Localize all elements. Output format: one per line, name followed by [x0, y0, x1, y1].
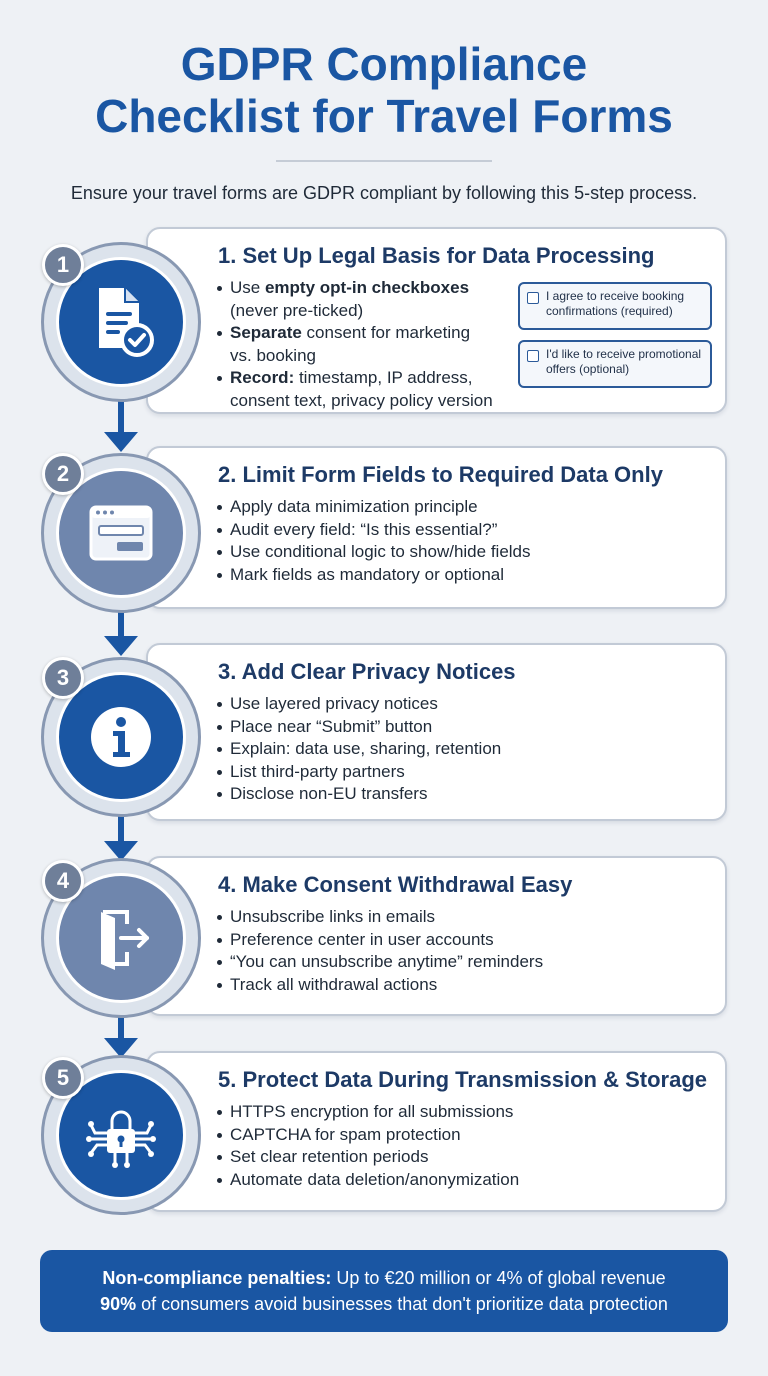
- arrow-2-3: [104, 636, 138, 656]
- step-card-1: [146, 227, 727, 414]
- step-bullets: [230, 1101, 519, 1191]
- step-number-badge: 1: [42, 244, 84, 286]
- bullet-item: Record: timestamp, IP address, consent text, privacy policy version: [230, 367, 493, 412]
- bullet-item: List third-party partners: [230, 761, 501, 784]
- bullet-item: Place near “Submit” button: [230, 716, 501, 739]
- step-bullets: [230, 496, 531, 586]
- step-title: 1. Set Up Legal Basis for Data Processing: [218, 243, 655, 268]
- title-line-2: Checklist for Travel Forms: [95, 90, 673, 142]
- consumer-stat-line: 90% of consumers avoid businesses that don't prioritize data protection: [100, 1294, 668, 1314]
- bullet-item: Preference center in user accounts: [230, 929, 543, 952]
- penalty-line: Non-compliance penalties: Up to €20 million or 4% of global revenue: [102, 1268, 666, 1288]
- penalty-banner: [40, 1250, 728, 1332]
- bullet-item: Separate consent for marketing vs. booking: [230, 322, 493, 367]
- bullet-item: Apply data minimization principle: [230, 496, 531, 519]
- step-title: 2. Limit Form Fields to Required Data Only: [218, 462, 663, 487]
- title-divider: [276, 160, 492, 162]
- step-title: 5. Protect Data During Transmission & Storage: [218, 1067, 708, 1092]
- info-icon: [81, 697, 161, 777]
- marketing-consent-checkbox[interactable]: [518, 340, 712, 388]
- step-bullets: [230, 693, 501, 806]
- step-bullets: [230, 906, 543, 996]
- form-window-icon: [81, 493, 161, 573]
- bullet-item: CAPTCHA for spam protection: [230, 1124, 519, 1147]
- bullet-item: Use empty opt-in checkboxes (never pre-ticked): [230, 277, 493, 322]
- bullet-item: Set clear retention periods: [230, 1146, 519, 1169]
- bullet-item: Track all withdrawal actions: [230, 974, 543, 997]
- step-card-4: [146, 856, 727, 1016]
- bullet-item: Use layered privacy notices: [230, 693, 501, 716]
- bullet-item: Automate data deletion/anonymization: [230, 1169, 519, 1192]
- step-number-badge: 4: [42, 860, 84, 902]
- step-card-2: [146, 446, 727, 609]
- checkbox-label: I agree to receive booking confirmations (required): [546, 289, 685, 318]
- bullet-item: Audit every field: “Is this essential?”: [230, 519, 531, 542]
- step-number-badge: 2: [42, 453, 84, 495]
- intro-text: Ensure your travel forms are GDPR compliant by following this 5-step process.: [70, 183, 698, 203]
- bullet-item: Use conditional logic to show/hide fields: [230, 541, 531, 564]
- title-line-1: GDPR Compliance: [180, 38, 588, 90]
- circuit-lock-icon: [79, 1093, 163, 1177]
- bullet-item: Disclose non-EU transfers: [230, 783, 501, 806]
- step-number-badge: 5: [42, 1057, 84, 1099]
- arrow-1-2: [104, 432, 138, 452]
- exit-door-icon: [81, 898, 161, 978]
- step-card-3: [146, 643, 727, 821]
- step-card-5: [146, 1051, 727, 1212]
- document-check-icon: [81, 282, 161, 362]
- booking-consent-checkbox[interactable]: [518, 282, 712, 330]
- checkbox-label: I'd like to receive promotional offers (optional): [546, 347, 702, 376]
- checkbox-square[interactable]: [527, 350, 539, 362]
- bullet-item: “You can unsubscribe anytime” reminders: [230, 951, 543, 974]
- checkbox-square[interactable]: [527, 292, 539, 304]
- bullet-item: Mark fields as mandatory or optional: [230, 564, 531, 587]
- page-title: [0, 38, 768, 142]
- step-title: 4. Make Consent Withdrawal Easy: [218, 872, 573, 897]
- step-bullets: [230, 277, 493, 412]
- bullet-item: HTTPS encryption for all submissions: [230, 1101, 519, 1124]
- step-number-badge: 3: [42, 657, 84, 699]
- bullet-item: Explain: data use, sharing, retention: [230, 738, 501, 761]
- step-title: 3. Add Clear Privacy Notices: [218, 659, 516, 684]
- bullet-item: Unsubscribe links in emails: [230, 906, 543, 929]
